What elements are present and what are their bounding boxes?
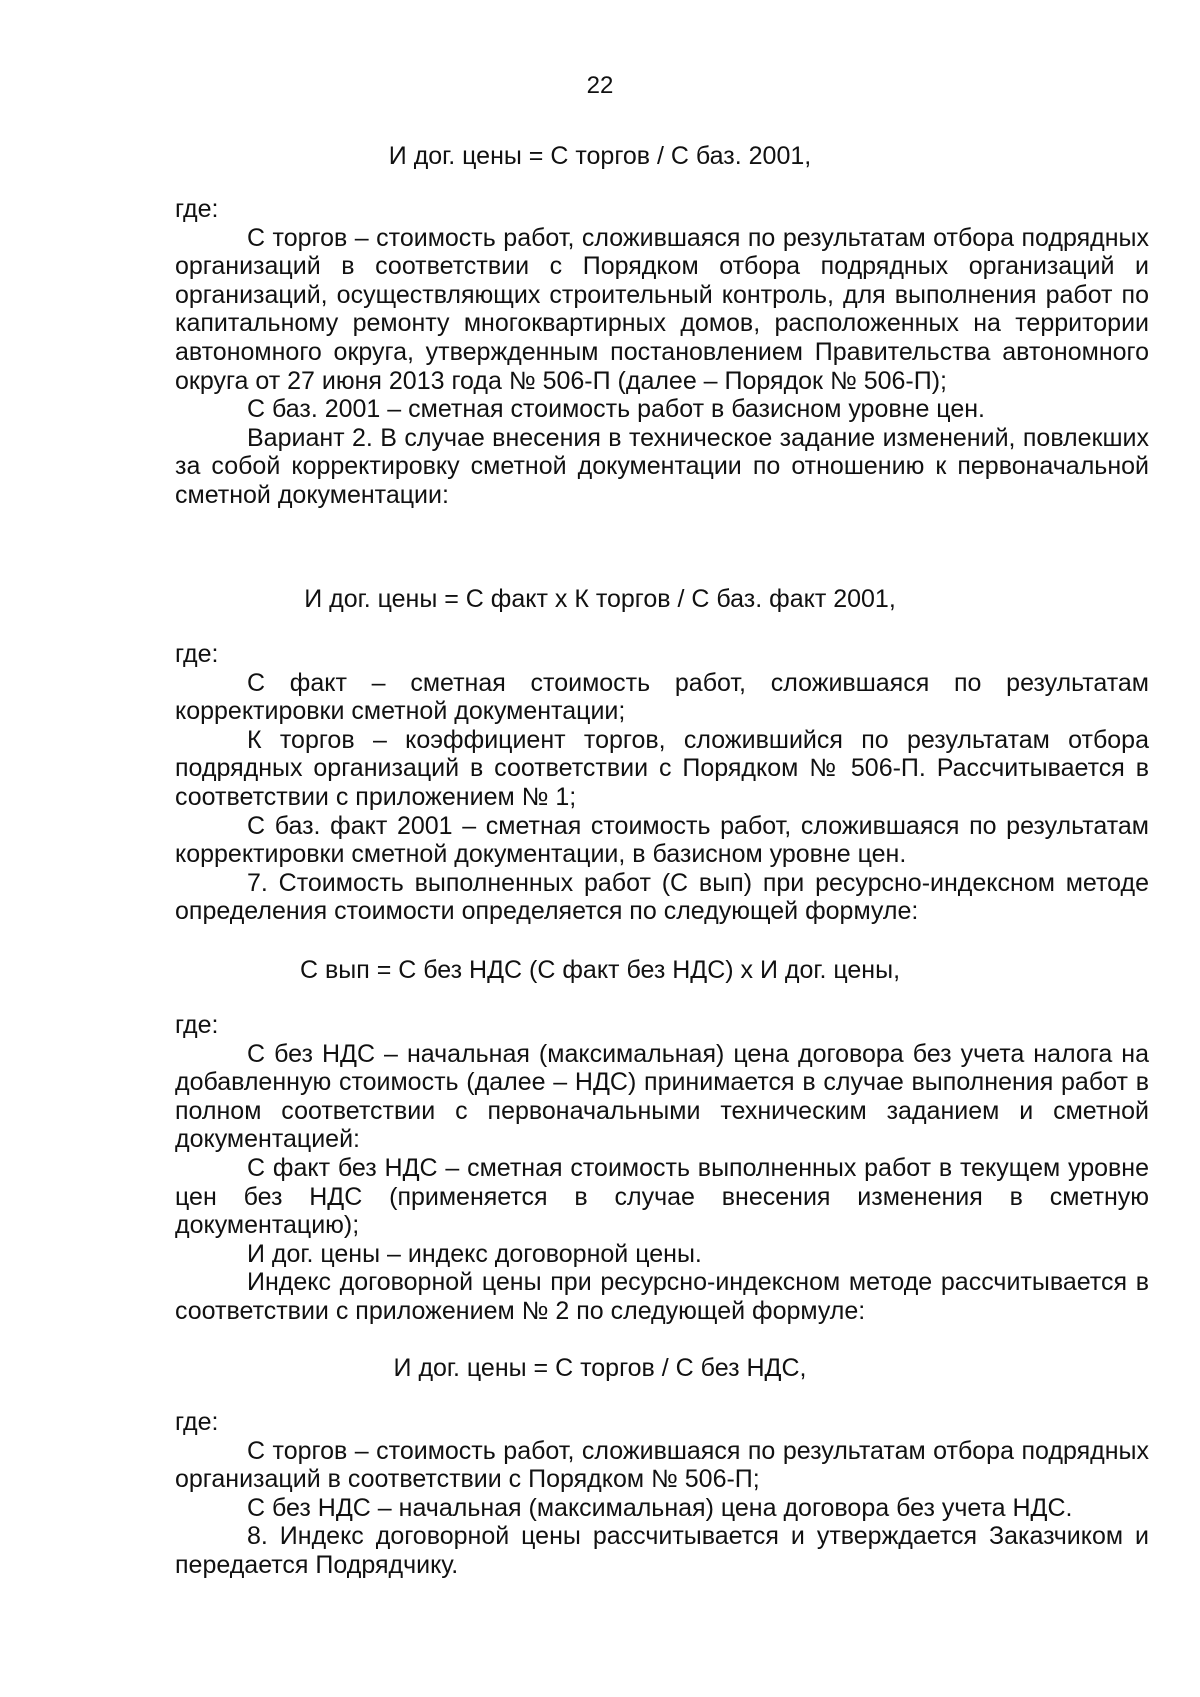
paragraph: С без НДС – начальная (максимальная) цена договора без учета НДС. [247, 1493, 1073, 1522]
definitions-block-4 [175, 1408, 1149, 1580]
paragraph: С факт – сметная стоимость работ, сложившаяся по результатам корректировки сметной документации; [175, 668, 1149, 726]
definitions-block-3 [175, 1011, 1149, 1326]
definitions-block-2 [175, 640, 1149, 926]
page-number: 22 [586, 72, 614, 99]
where-label: где: [175, 1408, 219, 1436]
formula-cost-completed-works: С вып = С без НДС (С факт без НДС) х И дог. цены, [299, 956, 901, 984]
formula-index-contract-price-variant2: И дог. цены = С факт х К торгов / С баз. факт 2001, [304, 585, 896, 613]
paragraph: Индекс договорной цены при ресурсно-индексном методе рассчитывается в соответствии с приложением № 2 по следующей формуле: [175, 1268, 1149, 1325]
paragraph: К торгов – коэффициент торгов, сложившийся по результатам отбора подрядных организаций в соответствии с Порядком № 506-П. Рассчитывается в соответствии с приложением № 1; [175, 725, 1149, 811]
paragraph: С факт без НДС – сметная стоимость выполненных работ в текущем уровне цен без НДС (применяется в случае внесения изменения в сметную документацию); [175, 1153, 1149, 1240]
where-label: где: [175, 195, 219, 223]
paragraph: С торгов – стоимость работ, сложившаяся по результатам отбора подрядных организаций в соответствии с Порядком № 506-П; [175, 1436, 1149, 1494]
formula-index-contract-price-resource: И дог. цены = С торгов / С без НДС, [393, 1354, 807, 1382]
paragraph: С торгов – стоимость работ, сложившаяся по результатам отбора подрядных организаций в соответствии с Порядком отбора подрядных организаций и организаций, осуществляющих строительный контроль, для выполнения работ по капитальному ремонту многоквартирных домов, расположенных на территории автономного округа, утвержденным постановлением Правительства автономного округа от 27 июня 2013 года № 506-П (далее – Порядок № 506-П); [175, 223, 1149, 395]
paragraph: Вариант 2. В случае внесения в техническое задание изменений, повлекших за собой корректировку сметной документации по отношению к первоначальной сметной документации: [175, 423, 1149, 509]
paragraph: 7. Стоимость выполненных работ (С вып) при ресурсно-индексном методе определения стоимости определяется по следующей формуле: [175, 868, 1149, 926]
definitions-block-1 [175, 195, 1149, 510]
paragraph: 8. Индекс договорной цены рассчитывается и утверждается Заказчиком и передается Подрядчику. [175, 1522, 1149, 1579]
where-label: где: [175, 640, 219, 668]
paragraph: С баз. 2001 – сметная стоимость работ в базисном уровне цен. [247, 395, 985, 424]
paragraph: И дог. цены – индекс договорной цены. [247, 1239, 702, 1268]
formula-index-contract-price: И дог. цены = С торгов / С баз. 2001, [388, 142, 812, 170]
paragraph: С без НДС – начальная (максимальная) цена договора без учета налога на добавленную стоимость (далее – НДС) принимается в случае выполнения работ в полном соответствии с первоначальными техническим заданием и сметной документацией: [175, 1039, 1149, 1154]
paragraph: С баз. факт 2001 – сметная стоимость работ, сложившаяся по результатам корректировки сметной документации, в базисном уровне цен. [175, 811, 1149, 869]
where-label: где: [175, 1011, 219, 1039]
